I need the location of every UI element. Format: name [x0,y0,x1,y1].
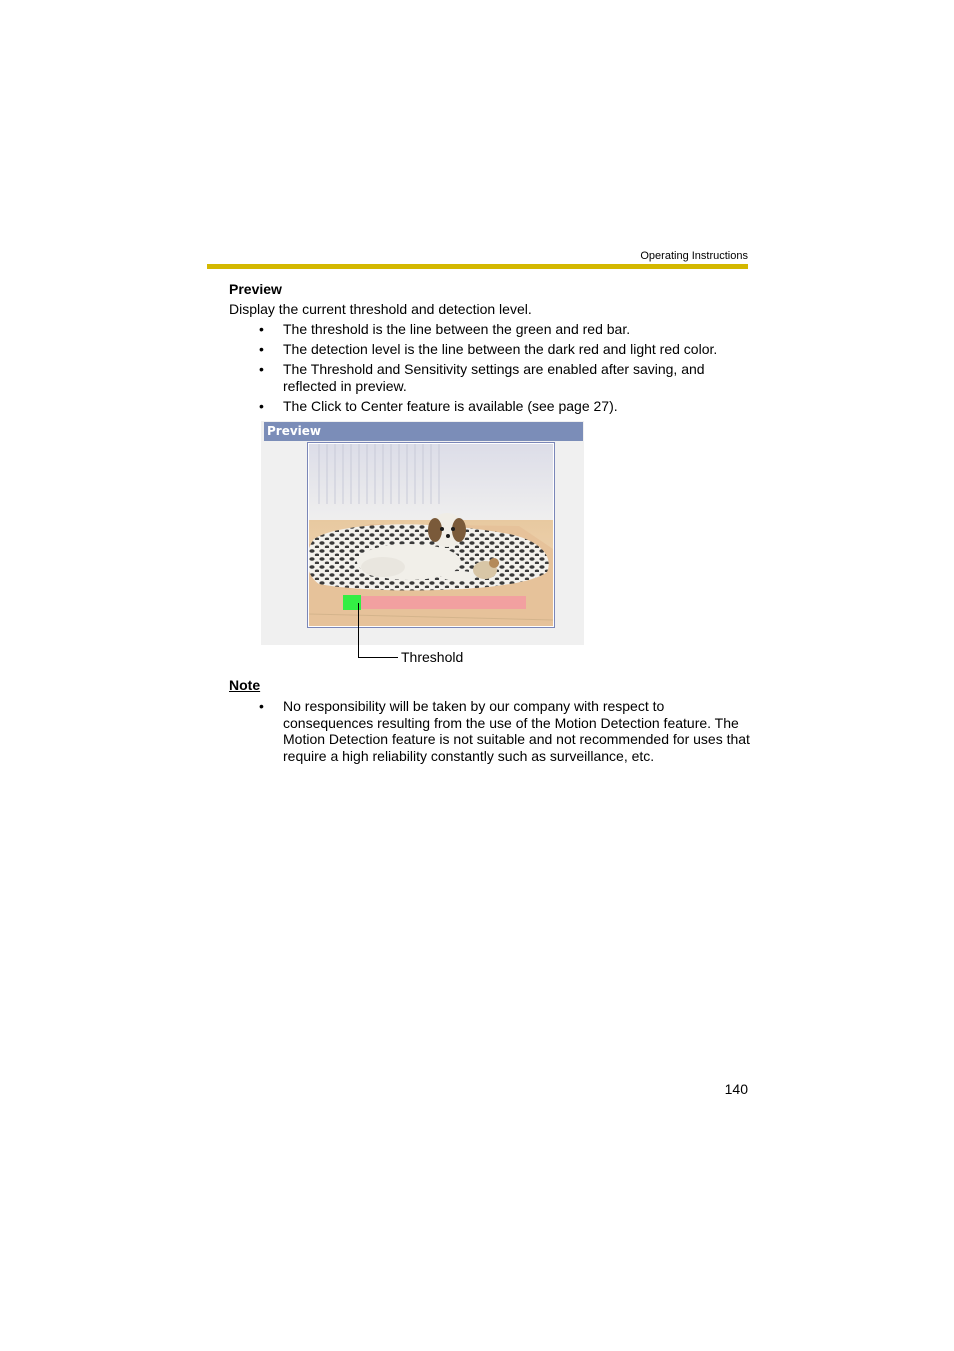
callout-leader-line [358,603,359,658]
bullet-glyph: • [259,321,264,337]
list-item-text: No responsibility will be taken by our company with respect to consequences resulting from the use of the Motion Detection feature. The Motion Detection feature is not suitable and not recommended for uses that require a high reliability constantly such as surveillance, etc. [283,698,750,765]
list-item [259,398,749,418]
threshold-callout-label: Threshold [401,649,464,665]
preview-screenshot [261,421,584,645]
camera-image-frame[interactable] [307,442,555,628]
section-title: Preview [229,281,282,297]
list-item [259,321,749,341]
list-item-text: The Threshold and Sensitivity settings are enabled after saving, and reflected in preview. [283,361,705,394]
callout-leader-line [358,657,398,658]
header-rule [207,264,748,269]
list-item [259,698,754,765]
preview-title-bar [264,422,583,441]
list-item-text: The Click to Center feature is available (see page 27). [283,398,618,414]
bullet-glyph: • [259,698,264,714]
list-item [259,361,749,398]
section-intro: Display the current threshold and detection level. [229,301,532,317]
list-item-text: The threshold is the line between the green and red bar. [283,321,631,337]
bullet-glyph: • [259,341,264,357]
note-title: Note [229,677,261,693]
list-item [259,341,749,361]
preview-panel-title: Preview [267,424,322,438]
bullet-glyph: • [259,398,264,414]
running-header: Operating Instructions [640,250,748,262]
page-number: 140 [724,1081,748,1097]
list-item-text: The detection level is the line between the dark red and light red color. [283,341,718,357]
bullet-glyph: • [259,361,264,377]
note-list [259,698,754,768]
detection-level-bar-red [361,596,526,609]
